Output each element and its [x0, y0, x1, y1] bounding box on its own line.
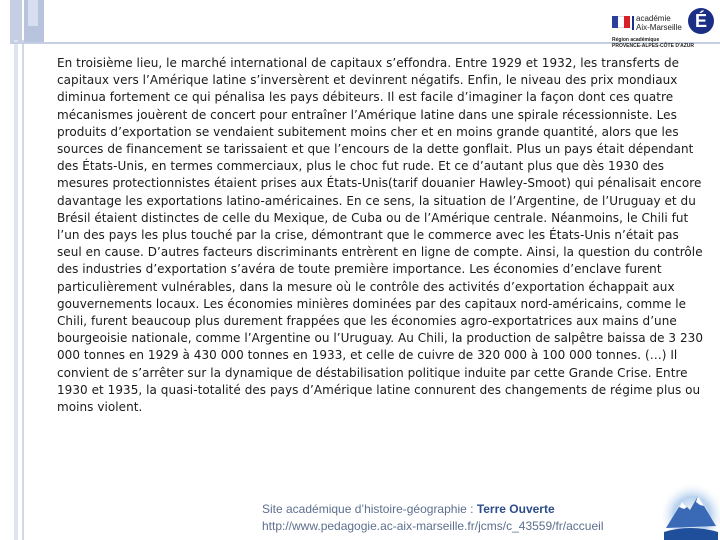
- academy-name: académie Aix-Marseille: [636, 14, 682, 32]
- republique-flag-icon: [612, 16, 630, 28]
- deco-bar: [28, 0, 38, 26]
- left-decorative-bars: [0, 0, 60, 540]
- mountain-logo-icon: [660, 476, 720, 540]
- document-paragraph: En troisième lieu, le marché international de capitaux s’effondra. Entre 1929 et 1932, les transferts de capitaux vers l’Amérique latine s’inversèrent et devinrent négatifs. Enfin, le niveau des prix mondiaux diminua fortement ce qui pénalisa les pays débiteurs. Il est facile d’imaginer la façon dont ces quatre mécanismes jouèrent de concert pour entraîner l’Amérique latine dans une spirale récessionniste. Les produits d’exportation se vendaient subitement moins cher et en moins grande quantité, alors que les sources de financement se tarissaient et que l’encours de la dette gonflait. Plus un pays était dépendant des États-Unis, en termes commerciaux, plus le choc fut rude. Et ce d’autant plus que dès 1930 des mesures protectionnistes étaient prises aux États-Unis(tarif douanier Hawley-Smoot) qui pénalisait encore davantage les exportations latino-américaines. En ce sens, la situation de l’Argentine, de l’Uruguay et du Brésil étaient distinctes de celle du Mexique, de Cuba ou de l’Amérique centrale. Néanmoins, le Chili fut l’un des pays les plus touché par la crise, démontrant que le commerce avec les États-Unis n’était pas seul en cause. D’autres facteurs discriminants entrèrent en ligne de compte. Ainsi, la question du contrôle des industries d’exportation s’avéra de toute première importance. Les économies d’enclave furent particulièrement vulnérables, dans la mesure où le contrôle des activités d’exportation échappait aux gouvernements locaux. Les économies minières dominées par des capitaux nord-américains, comme le Chili, furent beaucoup plus durement frappées que les économies agro-exportatrices aux mains d’une bourgeoisie nationale, comme l’Argentine ou l’Uruguay. Au Chili, la production de salpêtre baissa de 3 230 000 tonnes en 1929 à 430 000 tonnes en 1933, et celle de cuivre de 320 000 à 100 000 tonnes. (…) Il convient de s’arrêter sur la dynamique de déstabilisation politique induite par cette Grande Crise. Entre 1930 et 1935, la quasi-totalité des pays d’Amérique latine connurent des changements de régime plus ou moins violent.: [57, 56, 704, 415]
- footer: [262, 501, 603, 535]
- deco-bar: [10, 0, 22, 44]
- deco-vertical-line: [22, 40, 24, 540]
- deco-vertical-line: [14, 40, 18, 540]
- footer-site-prefix: Site académique d’histoire-géographie :: [262, 502, 477, 516]
- academie-logo: [608, 4, 716, 52]
- footer-url-link[interactable]: http://www.pedagogie.ac-aix-marseille.fr/jcms/c_43559/fr/accueil: [262, 519, 604, 533]
- logo-separator: [632, 16, 634, 30]
- footer-site-line: [262, 501, 603, 518]
- region-label: Région académique PROVENCE-ALPES-CÔTE D'AZUR: [612, 37, 695, 49]
- footer-site-name: Terre Ouverte: [476, 502, 555, 516]
- academie-e-icon: É: [688, 8, 714, 34]
